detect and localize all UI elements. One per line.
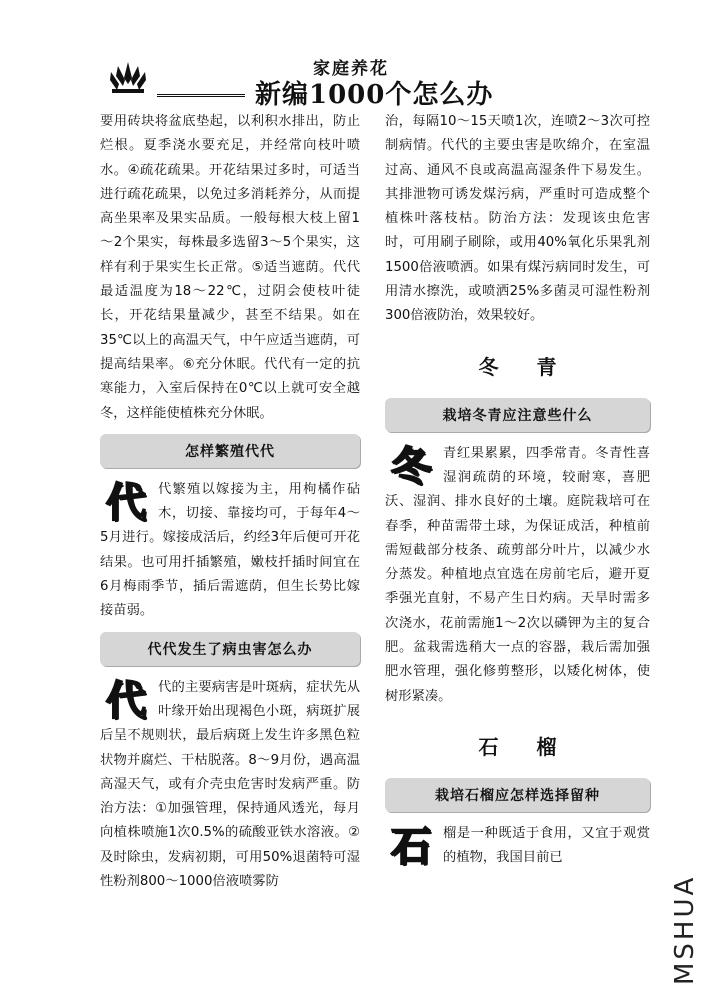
left-paragraph-1: 要用砖块将盆底垫起，以利积水排出，防止烂根。夏季浇水要充足，并经常向枝叶喷水。④疏花疏果。开花结果过多时，可适当进行疏花疏果，以免过多消耗养分，从而提高坐果率及果实品质。一般每根大枝上留1～2个果实，每株最多选留3～5个果实，这样有利于果实生长正常。⑤适当遮荫。代代最适温度为18～22℃，过阴会使枝叶徒长，开花结果量减少，甚至不结果。如在35℃以上的高温天气，中午应适当遮荫，可提高结果率。⑥充分休眠。代代有一定的抗寒能力，入室后保持在0℃以上就可安全越冬，这样能使植株充分休眠。 — [100, 114, 360, 421]
drop-cap: 石 — [391, 822, 431, 870]
right-column — [385, 110, 650, 871]
left-column — [100, 110, 360, 894]
drop-cap: 代 — [106, 676, 146, 724]
left-paragraph-3-text: 代的主要病害是叶斑病，症状先从叶缘开始出现褐色小斑，病斑扩展后呈不规则状，最后病斑上发生许多黑色粒状物并腐烂、干枯脱落。8～9月份，遇高温高湿天气，或有介壳虫危害时发病严重。防治方法：①加强管理，保持通风透光，每月向植株喷施1次0.5%的硫酸亚铁水溶液。②及时除虫，发病初期，可用50%退菌特可湿性粉剂800～1000倍液喷雾防 — [100, 679, 360, 890]
right-paragraph-3 — [385, 822, 650, 871]
section-banner-pests: 代代发生了病虫害怎么办 — [100, 632, 360, 666]
section-banner-pomegranate: 栽培石榴应怎样选择留种 — [385, 778, 650, 812]
section-title-pomegranate: 石榴 — [478, 734, 595, 759]
left-paragraph-3 — [100, 676, 360, 895]
right-paragraph-2-text: 青红果累累，四季常青。冬青性喜湿润疏荫的环境，较耐寒，喜肥沃、湿润、排水良好的土壤。庭院栽培可在春季，种苗需带土球，为保证成活，种植前需短截部分枝条、疏剪部分叶片，以减少水分蒸发。种植地点宜选在房前宅后，避开夏季强光直射，不易产生日灼病。天旱时需多次浇水，花前需施1～2次以磷钾为主的复合肥。盆栽需选稍大一点的容器，栽后需加强肥水管理，强化修剪整形，以矮化树体，使树形紧凑。 — [385, 445, 650, 704]
right-paragraph-3-text: 榴是一种既适于食用，又宜于观赏的植物，我国目前已 — [443, 825, 650, 866]
right-paragraph-2 — [385, 442, 650, 709]
section-banner-propagate: 怎样繁殖代代 — [100, 434, 360, 468]
header-main-text: 新编1000个怎么办 — [255, 80, 494, 110]
drop-cap: 代 — [106, 478, 146, 526]
left-paragraph-2 — [100, 478, 360, 624]
section-banner-holly: 栽培冬青应注意些什么 — [385, 398, 650, 432]
header-rule — [157, 94, 245, 97]
page-header — [95, 52, 615, 110]
watermark-text: MSHUA — [670, 874, 700, 985]
header-top-text: 家庭养花 — [313, 59, 389, 79]
drop-cap: 冬 — [391, 442, 431, 490]
right-paragraph-1: 治，每隔10～15天喷1次，连喷2～3次可控制病情。代代的主要虫害是吹绵介，在室温过高、通风不良或高温高湿条件下易发生。其排泄物可诱发煤污病，严重时可造成整个植株叶落枝枯。防治方法：发现该虫危害时，可用刷子刷除，或用40%氧化乐果乳剂1500倍液喷洒。如果有煤污病同时发生，可用清水擦洗，或喷洒25%多菌灵可湿性粉剂300倍液防治，效果较好。 — [385, 114, 650, 324]
lotus-logo-icon — [109, 60, 147, 94]
left-paragraph-2-text: 代繁殖以嫁接为主，用枸橘作砧木，切接、靠接均可，于每年4～5月进行。嫁接成活后，约经3年后便可开花结果。也可用扦插繁殖，嫩枝扦插时间宜在6月梅雨季节，插后需遮荫，但生长势比嫁接苗弱。 — [100, 481, 360, 619]
section-title-holly: 冬青 — [478, 354, 595, 379]
